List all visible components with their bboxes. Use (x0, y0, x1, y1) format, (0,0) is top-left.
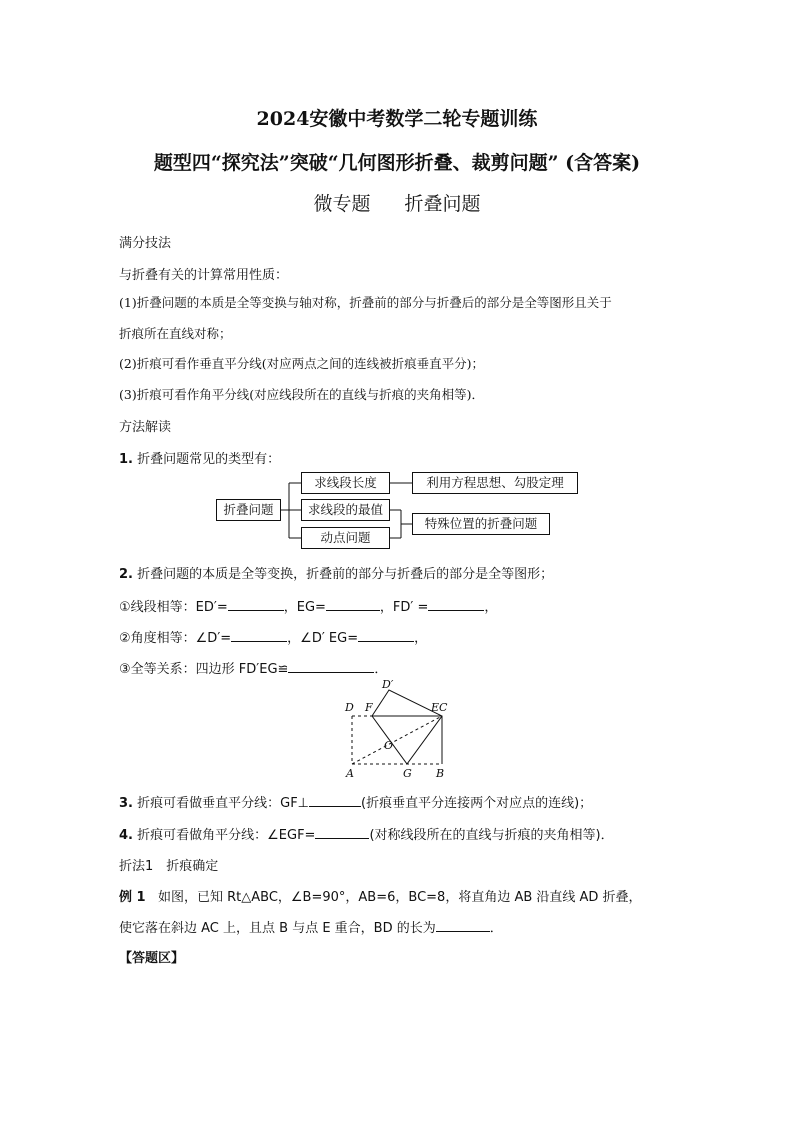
item-3-number: 3. (119, 796, 133, 811)
item-4 (119, 824, 614, 843)
skill-1-line-1: (1)折叠问题的本质是全等变换与轴对称，折叠前的部分与折叠后的部分是全等图形且关于 (119, 295, 612, 310)
label-A: A (346, 767, 354, 780)
document-subtitle: 题型四“探究法”突破“几何图形折叠、裁剪问题” (含答案) (153, 152, 641, 174)
item-4-number: 4. (119, 828, 133, 843)
item-1-number: 1. (119, 452, 133, 467)
item-4-text-2: (对称线段所在的直线与折痕的夹角相等)． (369, 828, 614, 843)
answer-blank[interactable] (315, 826, 369, 839)
example-1-label: 例 1 (119, 890, 146, 905)
item-2-a-label-2: ，EG= (283, 600, 326, 615)
item-2-b-label-3: ， (414, 631, 428, 646)
section-title-b: 折叠问题 (404, 193, 481, 215)
item-2-text: 折叠问题的本质是全等变换，折叠前的部分与折叠后的部分是全等图形； (137, 567, 554, 582)
label-O: O (384, 739, 394, 752)
flow-result-equation: 利用方程思想、勾股定理 (412, 472, 578, 494)
label-G: G (403, 767, 412, 780)
flow-branch-length: 求线段长度 (301, 472, 390, 494)
example-1-line-1 (119, 886, 642, 905)
skills-heading: 满分技法 (119, 236, 172, 251)
label-EC: EC (431, 701, 448, 714)
example-1-text-2: 使它落在斜边 AC 上，且点 B 与点 E 重合，BD 的长为 (119, 921, 436, 936)
skills-intro: 与折叠有关的计算常用性质： (119, 268, 289, 283)
example-1-text-3: ． (489, 921, 503, 936)
item-1-text: 折叠问题常见的类型有： (137, 452, 281, 467)
example-1-line-2 (119, 917, 503, 936)
item-2-a-label-1: ①线段相等：ED′= (119, 600, 228, 615)
item-2-b-label-1: ②角度相等：∠D′= (119, 631, 232, 646)
item-2-c-label-2: ． (374, 662, 388, 677)
flow-root: 折叠问题 (216, 499, 281, 521)
label-F: F (365, 701, 373, 714)
skill-2: (2)折痕可看作垂直平分线(对应两点之间的连线被折痕垂直平分)； (119, 356, 484, 371)
label-D: D (345, 701, 354, 714)
method-1-heading: 折法1 折痕确定 (119, 859, 219, 874)
flow-branch-moving-point: 动点问题 (301, 527, 390, 549)
answer-area-label: 【答题区】 (119, 951, 185, 966)
item-2-a-label-4: ， (484, 600, 498, 615)
section-title-a: 微专题 (313, 193, 371, 215)
answer-blank[interactable] (309, 794, 361, 807)
document-title: 2024安徽中考数学二轮专题训练 (256, 108, 538, 130)
flow-branch-extremum: 求线段的最值 (301, 499, 390, 521)
item-4-text-1: 折痕可看做角平分线：∠EGF= (137, 828, 316, 843)
method-heading: 方法解读 (119, 420, 172, 435)
item-3-text-1: 折痕可看做垂直平分线：GF⊥ (137, 796, 310, 811)
item-2-c-label-1: ③全等关系：四边形 FD′EG≌ (119, 662, 289, 677)
example-1-text-1: 如图，已知 Rt△ABC，∠B=90°，AB=6，BC=8，将直角边 AB 沿直线 AD 折叠， (157, 890, 642, 905)
answer-blank[interactable] (436, 919, 490, 932)
skill-3: (3)折痕可看作角平分线(对应线段所在的直线与折痕的夹角相等)． (119, 387, 484, 402)
item-3-text-2: (折痕垂直平分连接两个对应点的连线)； (361, 796, 593, 811)
label-B: B (436, 767, 445, 780)
item-2-number: 2. (119, 567, 133, 582)
item-2-a-label-3: ，FD′ = (379, 600, 429, 615)
flow-result-special-position: 特殊位置的折叠问题 (412, 513, 550, 535)
label-D-prime: D′ (382, 678, 394, 691)
item-3 (119, 792, 592, 811)
item-2-b-label-2: ，∠D′ EG= (287, 631, 359, 646)
skill-1-line-2: 折痕所在直线对称； (119, 326, 232, 341)
